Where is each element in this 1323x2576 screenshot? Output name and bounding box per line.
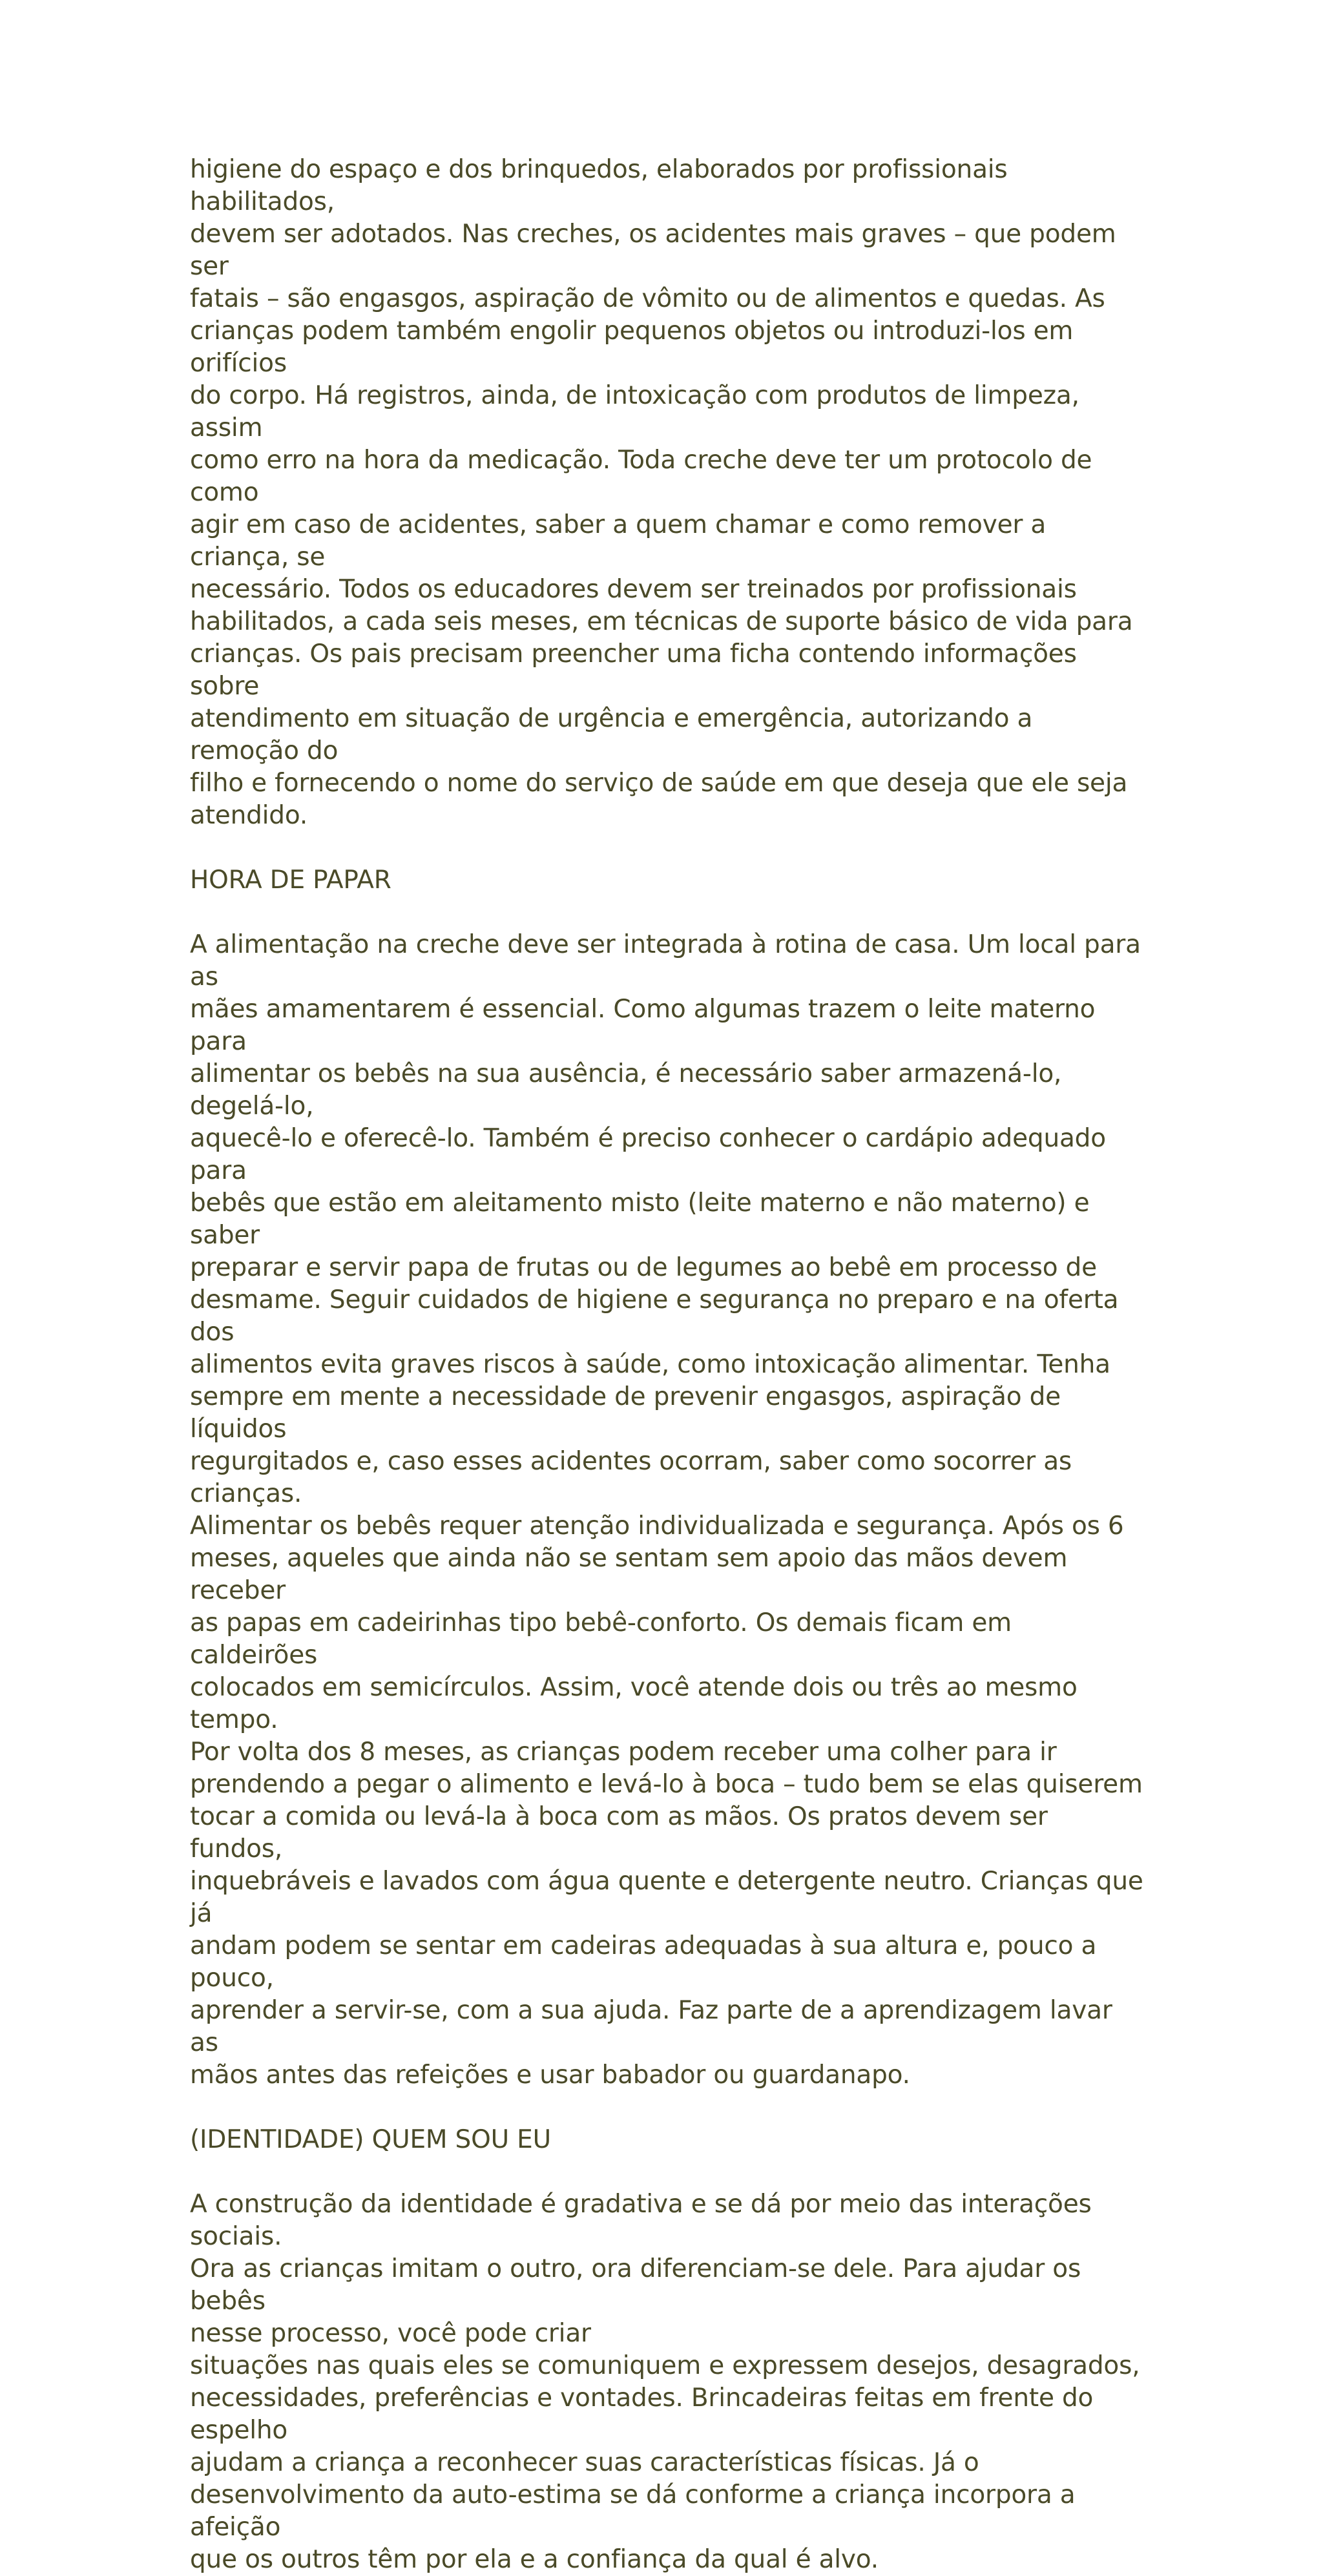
spacer bbox=[190, 897, 1146, 929]
spacer bbox=[190, 2092, 1146, 2124]
section-heading-identidade: (IDENTIDADE) QUEM SOU EU bbox=[190, 2125, 551, 2154]
document-body bbox=[190, 154, 1146, 2576]
spacer bbox=[190, 832, 1146, 864]
section-heading-hora-de-papar: HORA DE PAPAR bbox=[190, 866, 391, 895]
paragraph-identity: A construção da identidade é gradativa e se dá por meio das interações sociais. Ora as crianças imitam o outro, ora diferenciam-se dele. Para ajudar os bebês nesse processo, você pode criar situações nas quais eles se comuniquem e expressem desejos, desagrados, necessidades, preferências e vontades. Brincadeiras feitas em frente do espelho ajudam a criança a reconhecer suas características físicas. Já o desenvolvimento da auto-estima se dá conforme a criança incorpora a afeição que os outros têm por ela e a confiança da qual é alvo. bbox=[190, 2190, 1140, 2574]
spacer bbox=[190, 2156, 1146, 2188]
paragraph-feeding: A alimentação na creche deve ser integrada à rotina de casa. Um local para as mães amamentarem é essencial. Como algumas trazem o leite materno para alimentar os bebês na sua ausência, é necessário saber armazená-lo, degelá-lo, aquecê-lo e oferecê-lo. Também é preciso conhecer o cardápio adequado para bebês que estão em aleitamento misto (leite materno e não materno) e saber preparar e servir papa de frutas ou de legumes ao bebê em processo de desmame. Seguir cuidados de higiene e segurança no preparo e na oferta dos alimentos evita graves riscos à saúde, como intoxicação alimentar. Tenha sempre em mente a necessidade de prevenir engasgos, aspiração de líquidos regurgitados e, caso esses acidentes ocorram, saber como socorrer as crianças. Alimentar os bebês requer atenção individualizada e segurança. Após os 6 meses, aqueles que ainda não se sentam sem apoio das mãos devem receber as papas em cadeirinhas tipo bebê-conforto. Os demais ficam em caldeirões colocados em semicírculos. Assim, você atende dois ou três ao mesmo tempo. Por volta dos 8 meses, as crianças podem receber uma colher para ir prendendo a pegar o alimento e levá-lo à boca – tudo bem se elas quiserem tocar a comida ou levá-la à boca com as mãos. Os pratos devem ser fundos, inquebráveis e lavados com água quente e detergente neutro. Crianças que já andam podem se sentar em cadeiras adequadas à sua altura e, pouco a pouco, aprender a servir-se, com a sua ajuda. Faz parte de a aprendizagem lavar as mãos antes das refeições e usar babador ou guardanapo. bbox=[190, 930, 1143, 2090]
paragraph-safety: higiene do espaço e dos brinquedos, elaborados por profissionais habilitados, devem ser adotados. Nas creches, os acidentes mais graves – que podem ser fatais – são engasgos, aspiração de vômito ou de alimentos e quedas. As crianças podem também engolir pequenos objetos ou introduzi-los em orifícios do corpo. Há registros, ainda, de intoxicação com produtos de limpeza, assim como erro na hora da medicação. Toda creche deve ter um protocolo de como agir em caso de acidentes, saber a quem chamar e como remover a criança, se necessário. Todos os educadores devem ser treinados por profissionais habilitados, a cada seis meses, em técnicas de suporte básico de vida para crianças. Os pais precisam preencher uma ficha contendo informações sobre atendimento em situação de urgência e emergência, autorizando a remoção do filho e fornecendo o nome do serviço de saúde em que deseja que ele seja atendido. bbox=[190, 155, 1133, 830]
